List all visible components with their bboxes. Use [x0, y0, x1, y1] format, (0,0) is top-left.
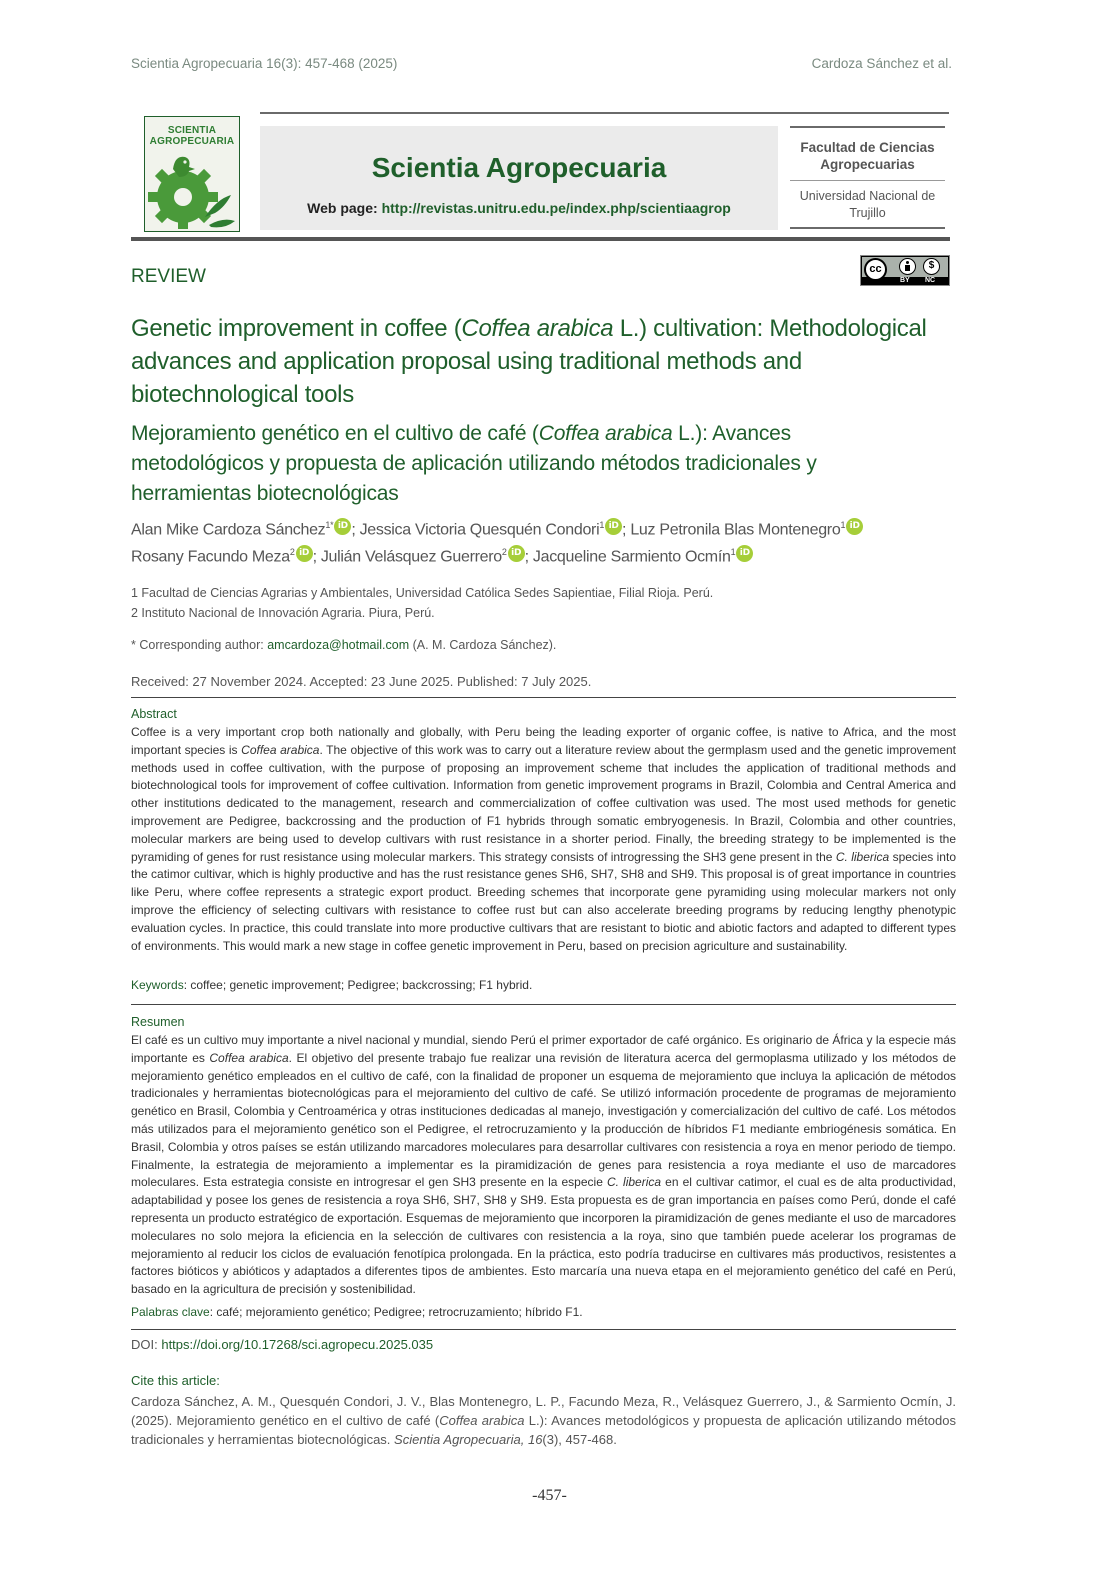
palabras-clave-label: Palabras clave: [131, 1305, 210, 1319]
journal-name: Scientia Agropecuaria: [371, 152, 667, 183]
title-en-part1: Genetic improvement in coffee (: [131, 315, 462, 342]
corresponding-name: (A. M. Cardoza Sánchez).: [409, 638, 557, 652]
journal-logo: [144, 116, 240, 232]
resumen-keywords: [131, 1305, 583, 1319]
cite-body: Cardoza Sánchez, A. M., Quesquén Condori, J. V., Blas Montenegro, L. P., Facundo Meza, R., Velásquez Guerrero, J., & Sarmiento Ocmín, J. (2025). Mejoramiento genético en el cultivo de café (Coffea arabica L.): Avances metodológicos y propuesta de aplicación utilizando métodos tradicionales y herramientas biotecnológicas. Scientia Agropecuaria, 16(3), 457-468.: [131, 1394, 956, 1447]
abstract-heading: Abstract: [131, 707, 177, 721]
doi-label: DOI:: [131, 1337, 162, 1352]
nc-label: NC: [925, 277, 936, 284]
title-es-part2: L.): Avances metodológicos y propuesta de aplicación utilizando métodos tradicionales y herramientas biotecnológicas: [131, 422, 817, 505]
by-person-icon: [899, 258, 916, 275]
logo-text-line2: AGROPECUARIA: [149, 136, 235, 147]
orcid-icon-6[interactable]: iD: [736, 545, 753, 562]
orcid-icon-1[interactable]: iD: [334, 518, 351, 535]
affiliation-2: 2 Instituto Nacional de Innovación Agraria. Piura, Perú.: [131, 606, 435, 620]
abstract-keywords: [131, 978, 532, 992]
corresponding-email-link[interactable]: amcardoza@hotmail.com: [267, 638, 410, 652]
right-box-bottom-rule: [790, 227, 945, 229]
keywords-text: : coffee; genetic improvement; Pedigree; backcrossing; F1 hybrid.: [183, 978, 533, 992]
affiliation-1: 1 Facultad de Ciencias Agrarias y Ambientales, Universidad Católica Sedes Sapientiae, Filial Rioja. Perú.: [131, 586, 714, 600]
keywords-label: Keywords: [131, 978, 184, 992]
title-es-part1: Mejoramiento genético en el cultivo de café (: [131, 422, 539, 445]
authors-line2: Rosany Facundo Meza$^2$ iD ; Julián Velásquez Guerrero$^2$ iD ; Jacqueline Sarmiento Ocmín$^1$ iD: [131, 545, 753, 566]
rule-before-resumen: [131, 1004, 956, 1005]
author-4: Rosany Facundo Meza: [131, 548, 290, 566]
faculty-line1: Facultad de Ciencias: [800, 140, 935, 155]
cc-icon: cc: [864, 258, 887, 281]
corresponding-label: * Corresponding author:: [131, 638, 268, 652]
resumen-heading: Resumen: [131, 1015, 185, 1029]
author-3: ; Luz Petronila Blas Montenegro: [622, 521, 841, 539]
masthead-top-rule: [260, 112, 949, 114]
webpage-link[interactable]: http://revistas.unitru.edu.pe/index.php/scientiaagrop: [381, 200, 731, 216]
publication-dates: Received: 27 November 2024. Accepted: 23 June 2025. Published: 7 July 2025.: [131, 674, 592, 689]
right-box-divider: [790, 180, 945, 181]
cite-heading: Cite this article:: [131, 1373, 220, 1388]
title-spanish: [131, 419, 891, 509]
doi-link[interactable]: https://doi.org/10.17268/sci.agropecu.2025.035: [161, 1337, 434, 1352]
abstract-body: Coffee is a very important crop both nationally and globally, with Peru being the leading exporter of organic coffee, is native to Africa, and the most important species is Coffea arabica. The objective of this work was to carry out a literature review about the germplasm used and the genetic improvement methods used in coffee cultivation, with the purpose of proposing an improvement scheme that includes the application of traditional methods and biotechnological tools for improvement of coffee cultivation. Information from genetic improvement programs in Brazil, Colombia and Central America and other institutions dedicated to the management, research and commercialization of coffee cultivation was used. The most used methods for genetic improvement are Pedigree, backcrossing and the production of F1 hybrids through somatic embryogenesis. In Brazil, Colombia and other countries, molecular markers are being used to develop cultivars with rust resistance in a shorter period. Finally, the breeding strategy to be implemented is the pyramiding of genes for rust resistance using molecular markers. This strategy consists of introgressing the SH3 gene present in the C. liberica species into the catimor cultivar, which is highly productive and has the rust resistance genes SH6, SH7, SH8 and SH9. This proposal is of great importance in countries like Peru, where coffee represents a strategic export product. Breeding schemes that incorporate gene pyramiding using molecular markers not only improve the efficiency of selecting cultivars with resistance to coffee rust but can also accelerate breeding programs by reducing lengthy phenotypic evaluation cycles. In practice, this could translate into more productive cultivars that are resistant to biotic and abiotic factors and adapted to different types of environments. This would mark a new stage in coffee genetic improvement in Peru, based on precision agriculture and sustainability.: [131, 725, 956, 953]
title-en-italic: Coffea arabica: [461, 315, 614, 342]
doi-line: [131, 1337, 433, 1352]
title-es-italic: Coffea arabica: [538, 422, 673, 445]
masthead-bottom-rule: [131, 237, 950, 241]
corresponding-author: [131, 638, 556, 652]
orcid-icon-2[interactable]: iD: [605, 518, 622, 535]
page-number: -457-: [532, 1487, 567, 1504]
rule-before-abstract: [131, 697, 956, 698]
faculty-line2: Agropecuarias: [820, 157, 915, 172]
running-header-left: Scientia Agropecuaria 16(3): 457-468 (2025): [131, 56, 398, 71]
webpage-label: Web page:: [307, 200, 378, 216]
university-line1: Universidad Nacional de: [799, 189, 936, 203]
authors-line1: Alan Mike Cardoza Sánchez$^{1*}$ iD ; Jessica Victoria Quesquén Condori$^1$ iD ; Luz Petronila Blas Montenegro$^1$ iD: [131, 518, 863, 539]
university-line2: Trujillo: [849, 206, 886, 220]
gear-bird-logo-icon: [145, 147, 239, 231]
author-2: ; Jessica Victoria Quesquén Condori: [351, 521, 600, 539]
orcid-icon-4[interactable]: iD: [296, 545, 313, 562]
logo-text-line1: SCIENTIA: [167, 125, 217, 136]
orcid-icon-5[interactable]: iD: [508, 545, 525, 562]
by-label: BY: [900, 277, 910, 284]
author-6: ; Jacqueline Sarmiento Ocmín: [524, 548, 731, 566]
nc-icon: $: [923, 258, 940, 275]
resumen-body: El café es un cultivo muy importante a nivel nacional y mundial, siendo Perú el primer exportador de café orgánico. Es originario de África y la especie más importante es Coffea arabica. El objetivo del presente trabajo fue realizar una revisión de literatura acerca del germoplasma utilizado y los métodos de mejoramiento genético empleados en el cultivo de café, con la finalidad de proponer un esquema de mejoramiento que incluya la aplicación de métodos tradicionales y herramientas biotecnológicas para el mejoramiento del cultivo de café. Se utilizó información procedente de programas de mejoramiento genético en Brasil, Colombia y Centroamérica y otras instituciones dedicadas al manejo, investigación y comercialización del cultivo de café. Los métodos más utilizados para el mejoramiento genético son el Pedigree, el retrocruzamiento y la producción de híbridos F1 mediante embriogénesis somática. En Brasil, Colombia y otros países se están utilizando marcadores moleculares para desarrollar cultivares con resistencia a roya en menor periodo de tiempo. Finalmente, la estrategia de mejoramiento a implementar es la piramidización de genes para resistencia a roya mediante el uso de marcadores moleculares. Esta estrategia consiste en introgresar el gen SH3 presente en la especie C. liberica en el cultivar catimor, el cual es de alta productividad, adaptabilidad y posee los genes de resistencia a roya SH6, SH7, SH8 y SH9. Esta propuesta es de gran importancia en países como Perú, donde el café representa un producto estratégico de exportación. Esquemas de mejoramiento que incorporen la piramidización de genes mediante el uso de marcadores moleculares no solo mejora la eficiencia en la selección de cultivares con resistencia a la roya, sino que también puede acelerar los programas de mejoramiento al reducir los ciclos de evaluación fenotípica prolongada. En la práctica, esto podría traducirse en cultivares más productivos, resistentes a factores bióticos y abióticos y adaptados a diferentes tipos de ambientes. Esto marcaría una nueva etapa en el mejoramiento genético del café en Perú, basado en la agricultura de precisión y sostenibilidad.: [131, 1033, 957, 1297]
orcid-icon-3[interactable]: iD: [846, 518, 863, 535]
author-1: Alan Mike Cardoza Sánchez: [131, 521, 326, 539]
title-english: [131, 312, 951, 411]
title-en-part2: L.) cultivation: Methodological advances and application proposal using traditional methods and biotechnological tools: [131, 315, 927, 408]
running-header-right: Cardoza Sánchez et al.: [811, 56, 952, 71]
masthead-right: [790, 128, 945, 228]
masthead-center: [260, 126, 778, 230]
article-type: REVIEW: [131, 266, 206, 287]
author-5: ; Julián Velásquez Guerrero: [312, 548, 502, 566]
cc-license-badge[interactable]: [860, 255, 950, 286]
webpage-line: [260, 200, 778, 216]
palabras-clave-text: : café; mejoramiento genético; Pedigree; retrocruzamiento; híbrido F1.: [209, 1305, 583, 1319]
rule-before-doi: [131, 1329, 956, 1330]
